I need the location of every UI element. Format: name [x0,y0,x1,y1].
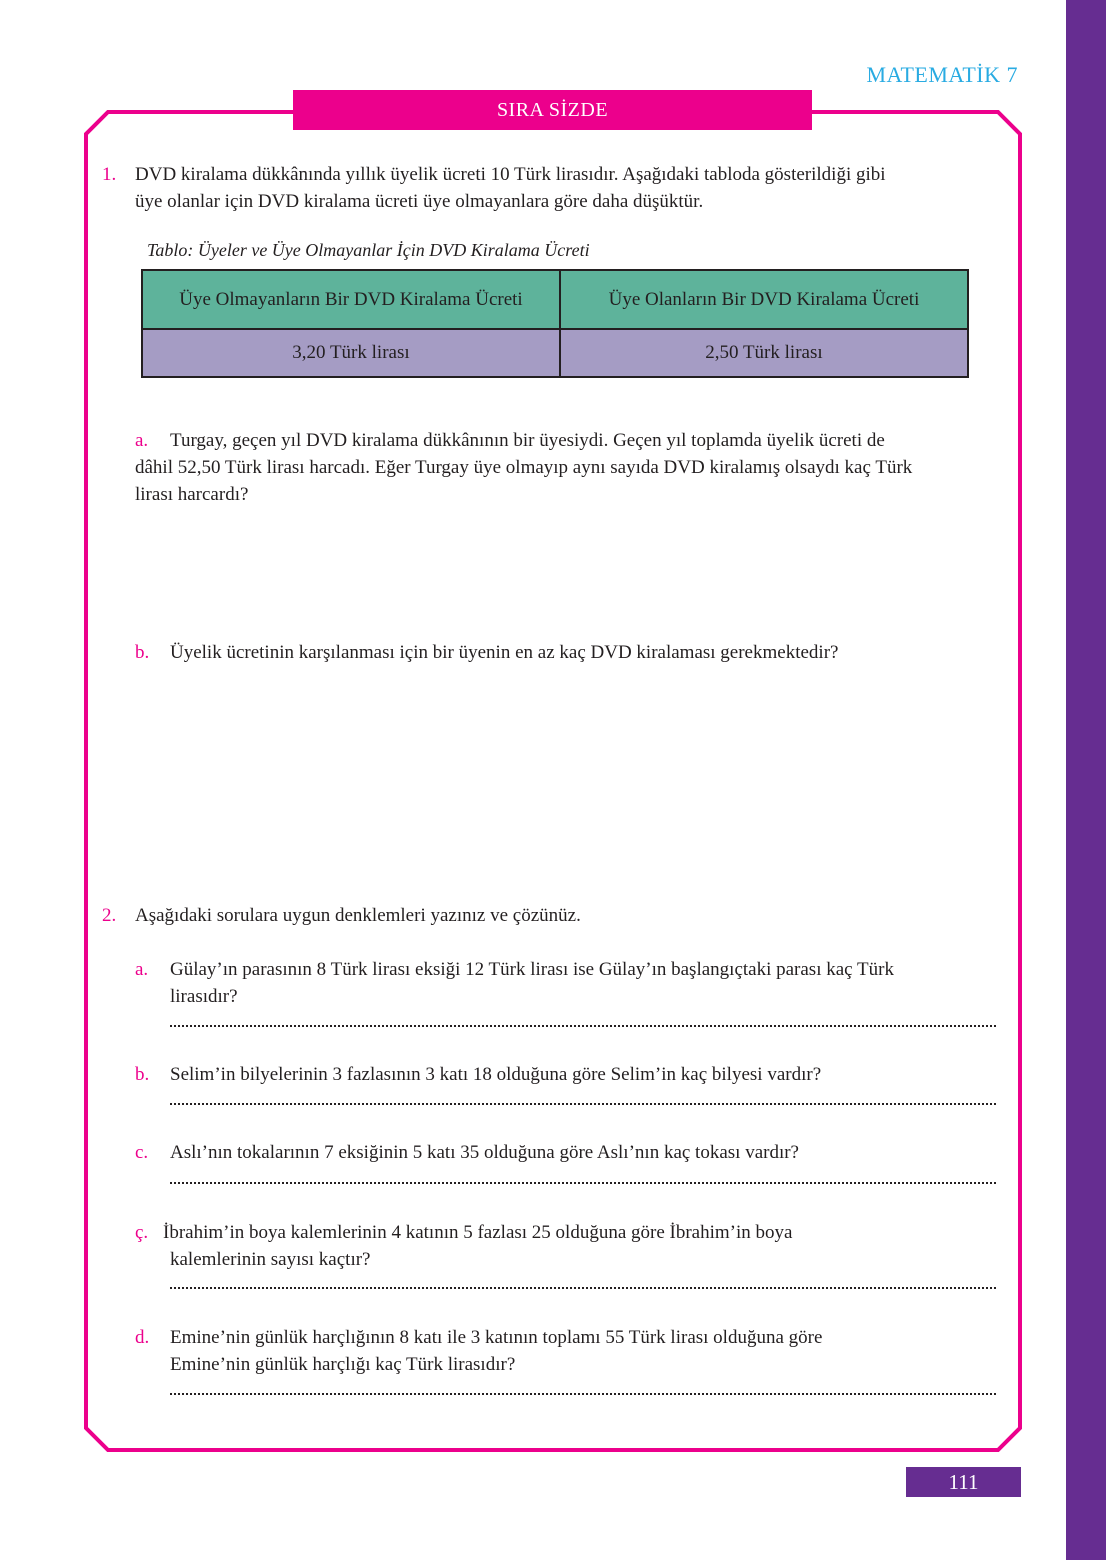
side-band [1066,0,1106,1560]
sub-question-text-line: Selim’in bilyelerinin 3 fazlasının 3 katı 18 olduğuna göre Selim’in kaç bilyesi vardır? [170,1064,822,1085]
sub-question-text-line: lirası harcardı? [135,484,249,505]
answer-line[interactable] [170,1285,996,1289]
question-text-line: Aşağıdaki sorulara uygun denklemleri yazınız ve çözünüz. [135,905,581,926]
sub-question-letter: b. [135,1064,150,1085]
sub-question-letter: b. [135,642,150,663]
question-text-line: üye olanlar için DVD kiralama ücreti üye olmayanlara göre daha düşüktür. [135,191,704,212]
sub-question-text-line: lirasıdır? [170,986,238,1007]
table-header-cell: Üye Olmayanların Bir DVD Kiralama Ücreti [142,270,560,329]
question-number: 2. [102,905,117,926]
sub-question-text-line: Emine’nin günlük harçlığı kaç Türk lirasıdır? [170,1354,516,1375]
sub-question-text-line: Emine’nin günlük harçlığının 8 katı ile 3 katının toplamı 55 Türk lirası olduğuna göre [170,1327,823,1348]
sub-question-text-line: Gülay’ın parasının 8 Türk lirası eksiği 12 Türk lirası ise Gülay’ın başlangıçtaki parası kaç Türk [170,959,894,980]
sub-question-letter: c. [135,1142,149,1163]
rental-price-table [141,269,969,378]
answer-line[interactable] [170,1101,996,1105]
table-caption: Tablo: Üyeler ve Üye Olmayanlar İçin DVD Kiralama Ücreti [147,240,590,260]
section-banner: SIRA SİZDE [293,90,812,130]
sub-question-text-line: Üyelik ücretinin karşılanması için bir üyenin en az kaç DVD kiralaması gerekmektedir? [170,642,839,663]
sub-question-letter: ç. [135,1222,149,1243]
question-text-line: DVD kiralama dükkânında yıllık üyelik ücreti 10 Türk lirasıdır. Aşağıdaki tabloda gösterildiği gibi [135,164,886,185]
sub-question-letter: a. [135,959,149,980]
answer-line[interactable] [170,1023,996,1027]
subject-header: MATEMATİK 7 [866,62,1018,87]
sub-question-text-line: kalemlerinin sayısı kaçtır? [170,1249,371,1270]
sub-question-letter: d. [135,1327,150,1348]
sub-question-text-line: dâhil 52,50 Türk lirası harcadı. Eğer Turgay üye olmayıp aynı sayıda DVD kiralamış olsaydı kaç Türk [135,457,913,478]
sub-question-text-line: İbrahim’in boya kalemlerinin 4 katının 5 fazlası 25 olduğuna göre İbrahim’in boya [163,1222,793,1243]
sub-question-text-line: Turgay, geçen yıl DVD kiralama dükkânının bir üyesiydi. Geçen yıl toplamda üyelik ücreti de [170,430,885,451]
question-number: 1. [102,164,117,185]
answer-line[interactable] [170,1180,996,1184]
sub-question-letter: a. [135,430,149,451]
answer-line[interactable] [170,1391,996,1395]
table-cell: 2,50 Türk lirası [560,329,968,377]
page-number: 111 [906,1467,1021,1497]
table-cell: 3,20 Türk lirası [142,329,560,377]
sub-question-text-line: Aslı’nın tokalarının 7 eksiğinin 5 katı 35 olduğuna göre Aslı’nın kaç tokası vardır? [170,1142,799,1163]
table-header-cell: Üye Olanların Bir DVD Kiralama Ücreti [560,270,968,329]
